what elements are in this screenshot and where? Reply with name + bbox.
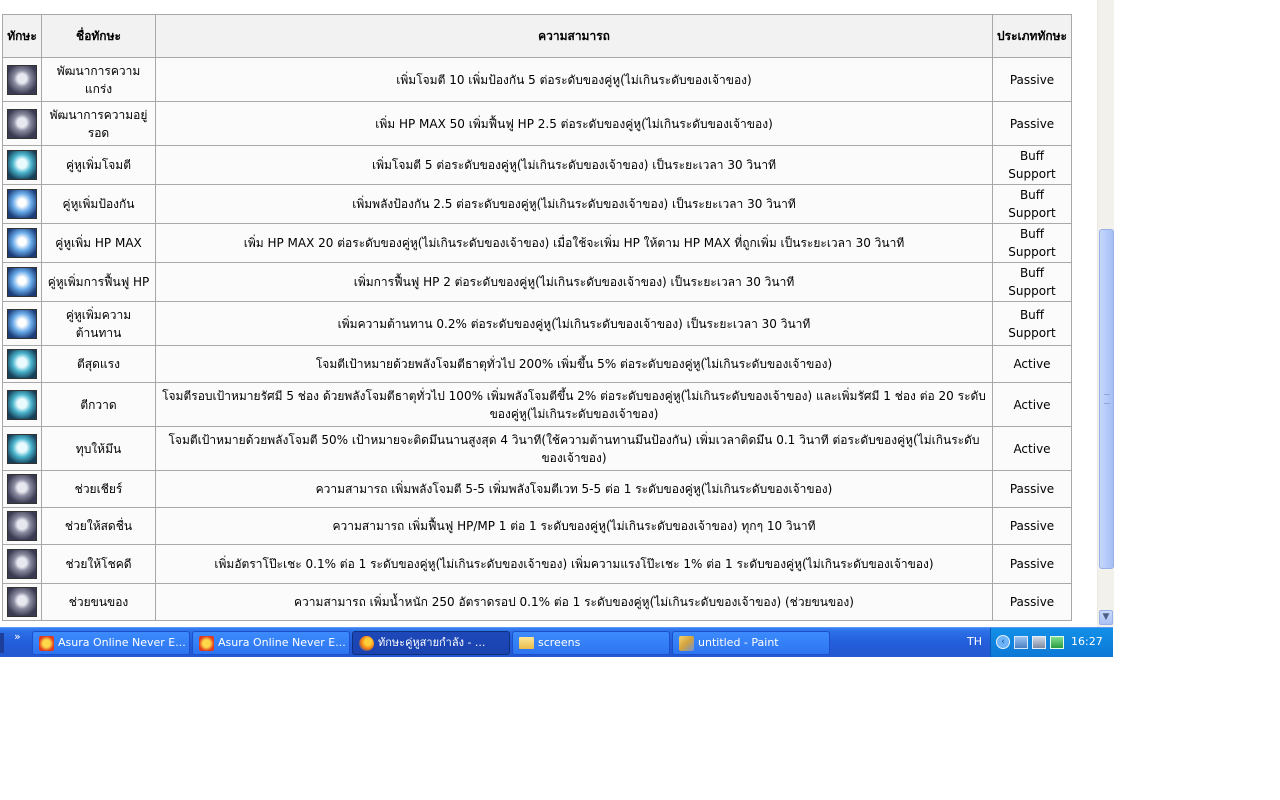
skill-icon-cell [3, 545, 42, 584]
skill-ability: เพิ่มพลังป้องกัน 2.5 ต่อระดับของคู่หู(ไม่เกินระดับของเจ้าของ) เป็นระยะเวลา 30 วินาที [156, 185, 993, 224]
skill-ability: ความสามารถ เพิ่มพลังโจมตี 5-5 เพิ่มพลังโจมตีเวท 5-5 ต่อ 1 ระดับของคู่หู(ไม่เกินระดับของเจ้าของ) [156, 471, 993, 508]
blue-skill-icon [7, 228, 37, 258]
header-name: ชื่อทักษะ [42, 15, 156, 58]
language-indicator[interactable]: TH [967, 635, 982, 648]
grey-skill-icon [7, 587, 37, 617]
table-row [3, 224, 1072, 263]
skill-name: คู่หูเพิ่มป้องกัน [42, 185, 156, 224]
skill-name: คู่หูเพิ่มการฟื้นฟู HP [42, 263, 156, 302]
asura-icon [199, 636, 214, 651]
start-button[interactable] [0, 633, 4, 653]
table-header-row [3, 15, 1072, 58]
header-type: ประเภททักษะ [993, 15, 1072, 58]
volume-icon[interactable] [1032, 636, 1046, 649]
grey-skill-icon [7, 65, 37, 95]
taskbar-button[interactable] [192, 631, 350, 655]
skill-name: ทุบให้มึน [42, 427, 156, 471]
table-row [3, 508, 1072, 545]
table-row [3, 346, 1072, 383]
skill-ability: โจมตีรอบเป้าหมายรัศมี 5 ช่อง ด้วยพลังโจมตีธาตุทั่วไป 100% เพิ่มพลังโจมตีขึ้น 2% ต่อระดับของคู่หู(ไม่เกินระดับของเจ้าของ) และเพิ่มรัศมี 1 ช่อง ต่อ 20 ระดับของคู่หู(ไม่เกินระดับของเจ้าของ) [156, 383, 993, 427]
table-row [3, 545, 1072, 584]
skill-type: Buff Support [993, 224, 1072, 263]
skill-ability: เพิ่มโจมตี 5 ต่อระดับของคู่หู(ไม่เกินระดับของเจ้าของ) เป็นระยะเวลา 30 วินาที [156, 146, 993, 185]
skill-ability: เพิ่มโจมตี 10 เพิ่มป้องกัน 5 ต่อระดับของคู่หู(ไม่เกินระดับของเจ้าของ) [156, 58, 993, 102]
skill-name: ช่วยเชียร์ [42, 471, 156, 508]
skill-icon-cell [3, 346, 42, 383]
skill-ability: โจมตีเป้าหมายด้วยพลังโจมตี 50% เป้าหมายจะติดมึนนานสูงสุด 4 วินาที(ใช้ความต้านทานมึนป้องกัน) เพิ่มเวลาติดมึน 0.1 วินาที ต่อระดับของคู่หู(ไม่เกินระดับของเจ้าของ) [156, 427, 993, 471]
table-row [3, 102, 1072, 146]
skill-name: คู่หูเพิ่ม HP MAX [42, 224, 156, 263]
blue-skill-icon [7, 309, 37, 339]
skill-type: Passive [993, 545, 1072, 584]
skill-type: Passive [993, 508, 1072, 545]
skill-name: ช่วยให้สดชื่น [42, 508, 156, 545]
skill-icon-cell [3, 146, 42, 185]
skill-type: Active [993, 383, 1072, 427]
skill-type: Buff Support [993, 263, 1072, 302]
teal-skill-icon [7, 390, 37, 420]
skill-icon-cell [3, 185, 42, 224]
skill-ability: ความสามารถ เพิ่มน้ำหนัก 250 อัตราดรอป 0.1% ต่อ 1 ระดับของคู่หู(ไม่เกินระดับของเจ้าของ) (ช่วยขนของ) [156, 584, 993, 621]
tray-expand-icon[interactable]: ‹ [996, 635, 1010, 649]
folder-icon [519, 637, 534, 649]
vertical-scrollbar[interactable] [1097, 0, 1114, 627]
paint-icon [679, 636, 694, 651]
skill-ability: ความสามารถ เพิ่มฟื้นฟู HP/MP 1 ต่อ 1 ระดับของคู่หู(ไม่เกินระดับของเจ้าของ) ทุกๆ 10 วินาที [156, 508, 993, 545]
grey-skill-icon [7, 549, 37, 579]
grey-skill-icon [7, 109, 37, 139]
skill-ability: เพิ่มการฟื้นฟู HP 2 ต่อระดับของคู่หู(ไม่เกินระดับของเจ้าของ) เป็นระยะเวลา 30 วินาที [156, 263, 993, 302]
skill-icon-cell [3, 302, 42, 346]
quick-launch-chevron-icon[interactable]: » [14, 630, 21, 643]
taskbar-button[interactable] [32, 631, 190, 655]
teal-skill-icon [7, 434, 37, 464]
skill-name: ช่วยให้โชคดี [42, 545, 156, 584]
scroll-thumb[interactable] [1099, 229, 1114, 569]
taskbar-button-label: untitled - Paint [698, 636, 779, 649]
skill-type: Passive [993, 584, 1072, 621]
header-icon: ทักษะ [3, 15, 42, 58]
table-row [3, 58, 1072, 102]
skill-ability: เพิ่มความต้านทาน 0.2% ต่อระดับของคู่หู(ไม่เกินระดับของเจ้าของ) เป็นระยะเวลา 30 วินาที [156, 302, 993, 346]
taskbar-button-label: ทักษะคู่หูสายกำลัง - ... [378, 636, 486, 649]
skill-type: Buff Support [993, 302, 1072, 346]
skill-name: ตีสุดแรง [42, 346, 156, 383]
skill-name: ตีกวาด [42, 383, 156, 427]
skill-ability: เพิ่ม HP MAX 50 เพิ่มฟื้นฟู HP 2.5 ต่อระดับของคู่หู(ไม่เกินระดับของเจ้าของ) [156, 102, 993, 146]
network-icon[interactable] [1014, 636, 1028, 649]
taskbar-button-label: screens [538, 636, 581, 649]
skill-type: Active [993, 427, 1072, 471]
header-ability: ความสามารถ [156, 15, 993, 58]
table-row [3, 185, 1072, 224]
skill-name: คู่หูเพิ่มโจมตี [42, 146, 156, 185]
grey-skill-icon [7, 474, 37, 504]
skill-icon-cell [3, 102, 42, 146]
teal-skill-icon [7, 150, 37, 180]
skill-icon-cell [3, 58, 42, 102]
table-row [3, 471, 1072, 508]
system-tray [990, 628, 1113, 657]
table-row [3, 383, 1072, 427]
skill-ability: เพิ่มอัตราโป๊ะเชะ 0.1% ต่อ 1 ระดับของคู่หู(ไม่เกินระดับของเจ้าของ) เพิ่มความแรงโป๊ะเชะ 1% ต่อ 1 ระดับของคู่หู(ไม่เกินระดับของเจ้าของ) [156, 545, 993, 584]
table-row [3, 263, 1072, 302]
asura-icon [39, 636, 54, 651]
clock[interactable]: 16:27 [1071, 635, 1103, 648]
skill-type: Buff Support [993, 146, 1072, 185]
table-row [3, 427, 1072, 471]
skill-type: Passive [993, 471, 1072, 508]
skill-name: คู่หูเพิ่มความต้านทาน [42, 302, 156, 346]
skill-name: พัฒนาการความอยู่รอด [42, 102, 156, 146]
skill-type: Passive [993, 102, 1072, 146]
skill-type: Passive [993, 58, 1072, 102]
skill-icon-cell [3, 383, 42, 427]
blue-skill-icon [7, 189, 37, 219]
blue-skill-icon [7, 267, 37, 297]
taskbar-button-label: Asura Online Never E... [218, 636, 346, 649]
skill-icon-cell [3, 263, 42, 302]
skill-type: Active [993, 346, 1072, 383]
teal-skill-icon [7, 349, 37, 379]
skill-icon-cell [3, 584, 42, 621]
skill-ability: เพิ่ม HP MAX 20 ต่อระดับของคู่หู(ไม่เกินระดับของเจ้าของ) เมื่อใช้จะเพิ่ม HP ให้ตาม HP MAX ที่ถูกเพิ่ม เป็นระยะเวลา 30 วินาที [156, 224, 993, 263]
skill-ability: โจมตีเป้าหมายด้วยพลังโจมตีธาตุทั่วไป 200% เพิ่มขึ้น 5% ต่อระดับของคู่หู(ไม่เกินระดับของเจ้าของ) [156, 346, 993, 383]
table-row [3, 302, 1072, 346]
skill-icon-cell [3, 427, 42, 471]
taskbar-button[interactable] [512, 631, 670, 655]
taskbar [0, 627, 1113, 657]
grey-skill-icon [7, 511, 37, 541]
skill-icon-cell [3, 224, 42, 263]
firefox-icon [359, 636, 374, 651]
security-icon[interactable] [1050, 636, 1064, 649]
table-row [3, 584, 1072, 621]
taskbar-button[interactable] [352, 631, 510, 655]
skill-icon-cell [3, 471, 42, 508]
skill-icon-cell [3, 508, 42, 545]
table-row [3, 146, 1072, 185]
skill-type: Buff Support [993, 185, 1072, 224]
scroll-down-button[interactable]: ▼ [1099, 610, 1113, 625]
skill-name: ช่วยขนของ [42, 584, 156, 621]
taskbar-button-label: Asura Online Never E... [58, 636, 186, 649]
skills-table [2, 14, 1072, 621]
taskbar-button[interactable] [672, 631, 830, 655]
scroll-grip-icon [1104, 394, 1110, 404]
skill-name: พัฒนาการความแกร่ง [42, 58, 156, 102]
